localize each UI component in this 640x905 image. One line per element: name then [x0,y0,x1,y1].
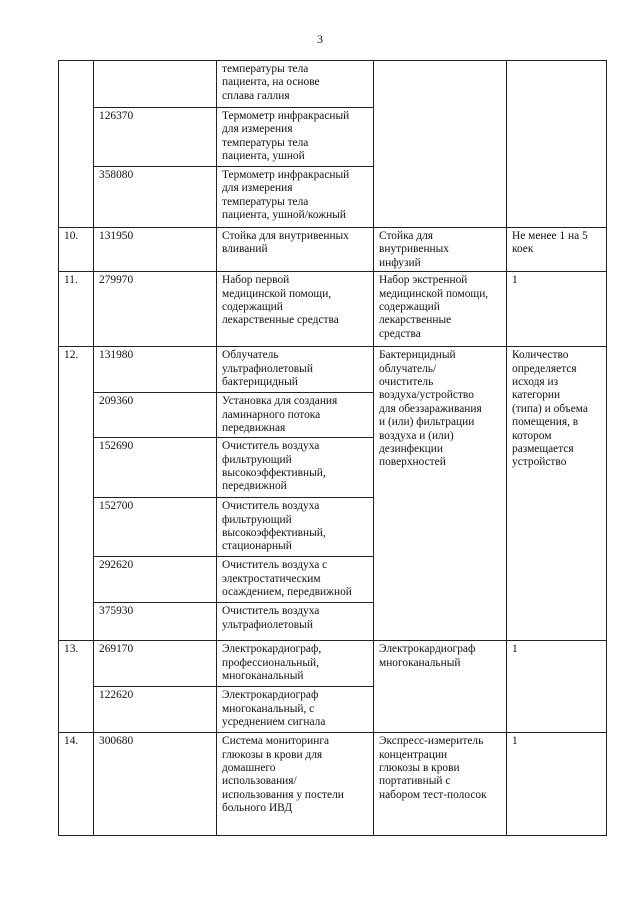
name-cell: Очиститель воздуха фильтрующий высокоэффективный, стационарный [217,498,374,557]
name-cell: Очиститель воздуха фильтрующий высокоэффективный, передвижной [217,438,374,498]
code-cell: 358080 [94,167,217,228]
code-cell: 131980 [94,347,217,393]
code-cell: 209360 [94,393,217,438]
code-cell: 279970 [94,272,217,347]
table-row [59,228,607,272]
code-cell: 152690 [94,438,217,498]
qty-cell: Не менее 1 на 5 коек [507,228,607,272]
type-cell: Электрокардиограф многоканальный [374,641,507,733]
code-cell: 152700 [94,498,217,557]
type-cell: Бактерицидный облучатель/ очиститель воздуха/устройство для обеззараживания и (или) фильтрации воздуха и (или) дезинфекции поверхностей [374,347,507,641]
name-cell: Установка для создания ламинарного потока передвижная [217,393,374,438]
row-number-cell: 10. [59,228,94,272]
code-cell: 269170 [94,641,217,687]
qty-cell: 1 [507,272,607,347]
table-row [59,61,607,108]
qty-cell: 1 [507,733,607,836]
qty-cell: Количество определяется исходя из категории (типа) и объема помещения, в котором размещается устройство [507,347,607,641]
page-number: 3 [317,32,323,46]
name-cell: Стойка для внутривенных вливаний [217,228,374,272]
type-cell: Экспресс-измеритель концентрации глюкозы в крови портативный с набором тест-полосок [374,733,507,836]
qty-cell: 1 [507,641,607,733]
name-cell: Термометр инфракрасный для измерения температуры тела пациента, ушной/кожный [217,167,374,228]
table-row [59,641,607,687]
code-cell: 122620 [94,687,217,733]
name-cell: Электрокардиограф, профессиональный, многоканальный [217,641,374,687]
name-cell: Термометр инфракрасный для измерения температуры тела пациента, ушной [217,108,374,167]
type-cell: Набор экстренной медицинской помощи, содержащий лекарственные средства [374,272,507,347]
code-cell [94,61,217,108]
table-row [59,347,607,393]
code-cell: 292620 [94,557,217,603]
row-number-cell [59,61,94,228]
row-number-cell: 11. [59,272,94,347]
type-cell: Стойка для внутривенных инфузий [374,228,507,272]
code-cell: 375930 [94,603,217,641]
code-cell: 126370 [94,108,217,167]
name-cell: Набор первой медицинской помощи, содержащий лекарственные средства [217,272,374,347]
row-number-cell: 13. [59,641,94,733]
name-cell: Электрокардиограф многоканальный, с усреднением сигнала [217,687,374,733]
code-cell: 131950 [94,228,217,272]
code-cell: 300680 [94,733,217,836]
table-row [59,733,607,836]
table-row [59,272,607,347]
name-cell: температуры тела пациента, на основе сплава галлия [217,61,374,108]
name-cell: Очиститель воздуха с электростатическим осаждением, передвижной [217,557,374,603]
row-number-cell: 14. [59,733,94,836]
equipment-table [58,60,607,836]
name-cell: Облучатель ультрафиолетовый бактерицидный [217,347,374,393]
name-cell: Очиститель воздуха ультрафиолетовый [217,603,374,641]
name-cell: Система мониторинга глюкозы в крови для домашнего использования/ использования у постели больного ИВД [217,733,374,836]
row-number-cell: 12. [59,347,94,641]
type-cell [374,61,507,228]
qty-cell [507,61,607,228]
